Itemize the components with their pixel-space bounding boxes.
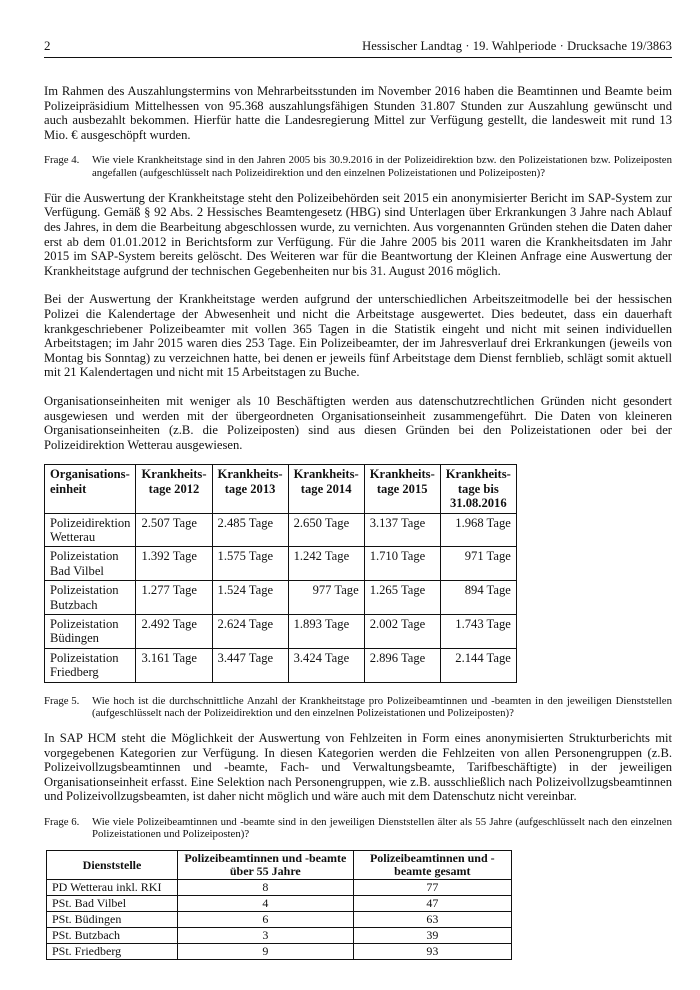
column-header: Krankheits-tage 2015 [364, 465, 440, 513]
table-cell: 47 [353, 896, 511, 912]
table-cell: 93 [353, 944, 511, 960]
table-cell: 3.424 Tage [288, 648, 364, 682]
table-row [45, 614, 517, 648]
table-cell: 39 [353, 928, 511, 944]
paragraph-evaluation: Für die Auswertung der Krankheitstage steht den Polizeibehörden seit 2015 ein anonymisierter Bericht im SAP-System zur Verfügung. Gemäß § 92 Abs. 2 Hessisches Beamtengesetz (HBG) sind Unterlagen über Erkrankungen 3 Jahre nach Ablauf des Jahres, in dem die Bearbeitung abgeschlossen wurde, zu vernichten. Aus vorgenannten Gründen stehen die Daten daher erst ab dem 01.01.2012 in Berichtsform zur Verfügung. Für die Jahre 2005 bis 2011 waren die Krankheitsdaten im Jahr 2015 im SAP-System bereits gelöscht. Des Weiteren war für die Beantwortung der Kleinen Anfrage eine Auswertung der Krankheitstage aufgrund der technischen Gegebenheiten nur bis 31. August 2016 möglich. [44, 190, 672, 278]
table-cell: 3 [178, 928, 354, 944]
column-header: Krankheits-tage 2013 [212, 465, 288, 513]
table-cell: PD Wetterau inkl. RKI [47, 880, 178, 896]
table-cell: 2.492 Tage [136, 614, 212, 648]
table-cell: 3.447 Tage [212, 648, 288, 682]
table-cell: PSt. Butzbach [47, 928, 178, 944]
table-cell: Polizeistation Butzbach [45, 581, 136, 615]
paragraph-overtime: Im Rahmen des Auszahlungstermins von Mehrarbeitsstunden im November 2016 haben die Beamtinnen und Beamte beim Polizeipräsidium Mittelhessen von 95.368 auszahlungsfähigen Stunden 31.807 Stunden zur Auszahlung gewünscht und auch ausbezahlt bekommen. Hierfür hatte die Landesregierung Mittel zur Verfügung gestellt, die landesweit mit rund 13 Mio. € ausgeschöpft wurden. [44, 84, 672, 142]
table-cell: 1.743 Tage [440, 614, 516, 648]
question-6 [44, 816, 672, 840]
table-row [45, 547, 517, 581]
table-row [45, 581, 517, 615]
table-cell: 3.161 Tage [136, 648, 212, 682]
table-cell: 1.575 Tage [212, 547, 288, 581]
table-row [47, 912, 512, 928]
table-cell: Polizeistation Bad Vilbel [45, 547, 136, 581]
column-header: Krankheits-tage 2014 [288, 465, 364, 513]
column-header: Polizeibeamtinnen und -beamte gesamt [353, 851, 511, 880]
table-cell: 1.392 Tage [136, 547, 212, 581]
column-header: Krankheits-tage 2012 [136, 465, 212, 513]
table-row [45, 648, 517, 682]
table-row [47, 928, 512, 944]
table-cell: 6 [178, 912, 354, 928]
table-cell: 1.893 Tage [288, 614, 364, 648]
table-cell: Polizeistation Büdingen [45, 614, 136, 648]
table-cell: 8 [178, 880, 354, 896]
publication-info: Hessischer Landtag · 19. Wahlperiode · Drucksache 19/3863 [362, 39, 672, 53]
table-cell: 63 [353, 912, 511, 928]
table-cell: 2.624 Tage [212, 614, 288, 648]
column-header: Polizeibeamtinnen und -beamte über 55 Jahre [178, 851, 354, 880]
table-cell: 1.968 Tage [440, 513, 516, 547]
table-cell: 977 Tage [288, 581, 364, 615]
table-cell: 1.277 Tage [136, 581, 212, 615]
question-5 [44, 695, 672, 719]
table-cell: 1.524 Tage [212, 581, 288, 615]
question-text: Wie viele Polizeibeamtinnen und -beamte sind in den jeweiligen Dienststellen älter als 55 Jahre (aufgeschlüsselt nach den einzelnen Polizeistationen und Polizeiposten)? [92, 815, 672, 841]
table-cell: 2.144 Tage [440, 648, 516, 682]
page-number: 2 [44, 38, 51, 53]
table-cell: 3.137 Tage [364, 513, 440, 547]
table-header-row [45, 465, 517, 513]
table-cell: Polizeidirektion Wetterau [45, 513, 136, 547]
table-row [45, 513, 517, 547]
question-4 [44, 154, 672, 178]
table-row [47, 944, 512, 960]
table-cell: PSt. Bad Vilbel [47, 896, 178, 912]
question-label: Frage 6. [44, 815, 80, 828]
table-cell: 2.896 Tage [364, 648, 440, 682]
table-cell: 971 Tage [440, 547, 516, 581]
table-cell: PSt. Friedberg [47, 944, 178, 960]
question-text: Wie viele Krankheitstage sind in den Jahren 2005 bis 30.9.2016 in der Polizeidirektion bzw. den Polizeistationen bzw. Polizeiposten angefallen (aufgeschlüsselt nach Polizeidirektion und den einzelnen Polizeistationen und Polizeiposten)? [92, 154, 672, 179]
paragraph-data-protection: Organisationseinheiten mit weniger als 10 Beschäftigten werden aus datenschutzrechtlichen Gründen nicht gesondert ausgewiesen und werden mit der übergeordneten Organisationseinheit zusammengeführt. Die Daten von kleineren Organisationseinheiten (z.B. die Polizeiposten) sind aus diesen Gründen bei den Polizeistationen oder bei der Polizeidirektion Wetterau ausgewiesen. [44, 393, 672, 452]
sick-days-table [44, 464, 517, 682]
table-header-row [47, 851, 512, 880]
table-cell: Polizeistation Friedberg [45, 648, 136, 682]
table-row [47, 896, 512, 912]
table-cell: 77 [353, 880, 511, 896]
question-label: Frage 4. [44, 154, 80, 167]
table-cell: 2.650 Tage [288, 513, 364, 547]
officers-over-55-table [46, 850, 512, 960]
table-cell: 2.485 Tage [212, 513, 288, 547]
question-text: Wie hoch ist die durchschnittliche Anzahl der Krankheitstage pro Polizeibeamtinnen und -beamten in den jeweiligen Dienststellen (aufgeschlüsselt nach der Polizeidirektion und den einzelnen Polizeistationen und Polizeiposten)? [92, 694, 672, 719]
column-header: Dienststelle [47, 851, 178, 880]
question-label: Frage 5. [44, 694, 80, 707]
table-cell: PSt. Büdingen [47, 912, 178, 928]
page-header [44, 38, 672, 58]
table-cell: 9 [178, 944, 354, 960]
column-header: Krankheits-tage bis 31.08.2016 [440, 465, 516, 513]
table-cell: 2.002 Tage [364, 614, 440, 648]
table-cell: 894 Tage [440, 581, 516, 615]
table-cell: 2.507 Tage [136, 513, 212, 547]
table-cell: 1.710 Tage [364, 547, 440, 581]
paragraph-sap-hcm: In SAP HCM steht die Möglichkeit der Auswertung von Fehlzeiten in Form eines anonymisierten Strukturberichts mit vorgegebenen Kategorien zur Verfügung. In diesen Kategorien werden die Fehlzeiten von allen Personengruppen (z.B. Polizeivollzugsbeamtinnen und -beamte, Fach- und Verwaltungsbeamte, Tarifbeschäftigte) in der jeweiligen Organisationseinheit erfasst. Eine Selektion nach Personengruppen, wie z.B. ausschließlich nach Polizeivollzugsbeamtinnen und Polizeivollzugsbeamten, ist daher nicht möglich und wäre auch mit dem Datenschutz nicht vereinbar. [44, 730, 672, 804]
table-cell: 4 [178, 896, 354, 912]
table-row [47, 880, 512, 896]
table-cell: 1.242 Tage [288, 547, 364, 581]
column-header: Organisations-einheit [45, 465, 136, 513]
table-cell: 1.265 Tage [364, 581, 440, 615]
paragraph-calendar-days: Bei der Auswertung der Krankheitstage werden aufgrund der unterschiedlichen Arbeitszeitmodelle bei der hessischen Polizei die Kalendertage der Abwesenheit und nicht die Arbeitstage ausgewertet. Dies bedeutet, dass ein dauerhaft krankgeschriebener Polizeibeamter mit vollen 365 Tagen in die Statistik eingeht und nicht mit seinen individuellen Arbeitstagen; im Jahr 2015 waren dies 253 Tage. Ein Polizeibeamter, der im Jahresverlauf drei Erkrankungen (jeweils von Montag bis Sonntag) zu verzeichnen hatte, bei denen er jeweils fünf Arbeitstage dem Dienst fernblieb, schlägt somit aktuell mit 21 Kalendertagen und nicht mit 15 Arbeitstagen zu Buche. [44, 292, 672, 380]
document-page [44, 38, 672, 960]
